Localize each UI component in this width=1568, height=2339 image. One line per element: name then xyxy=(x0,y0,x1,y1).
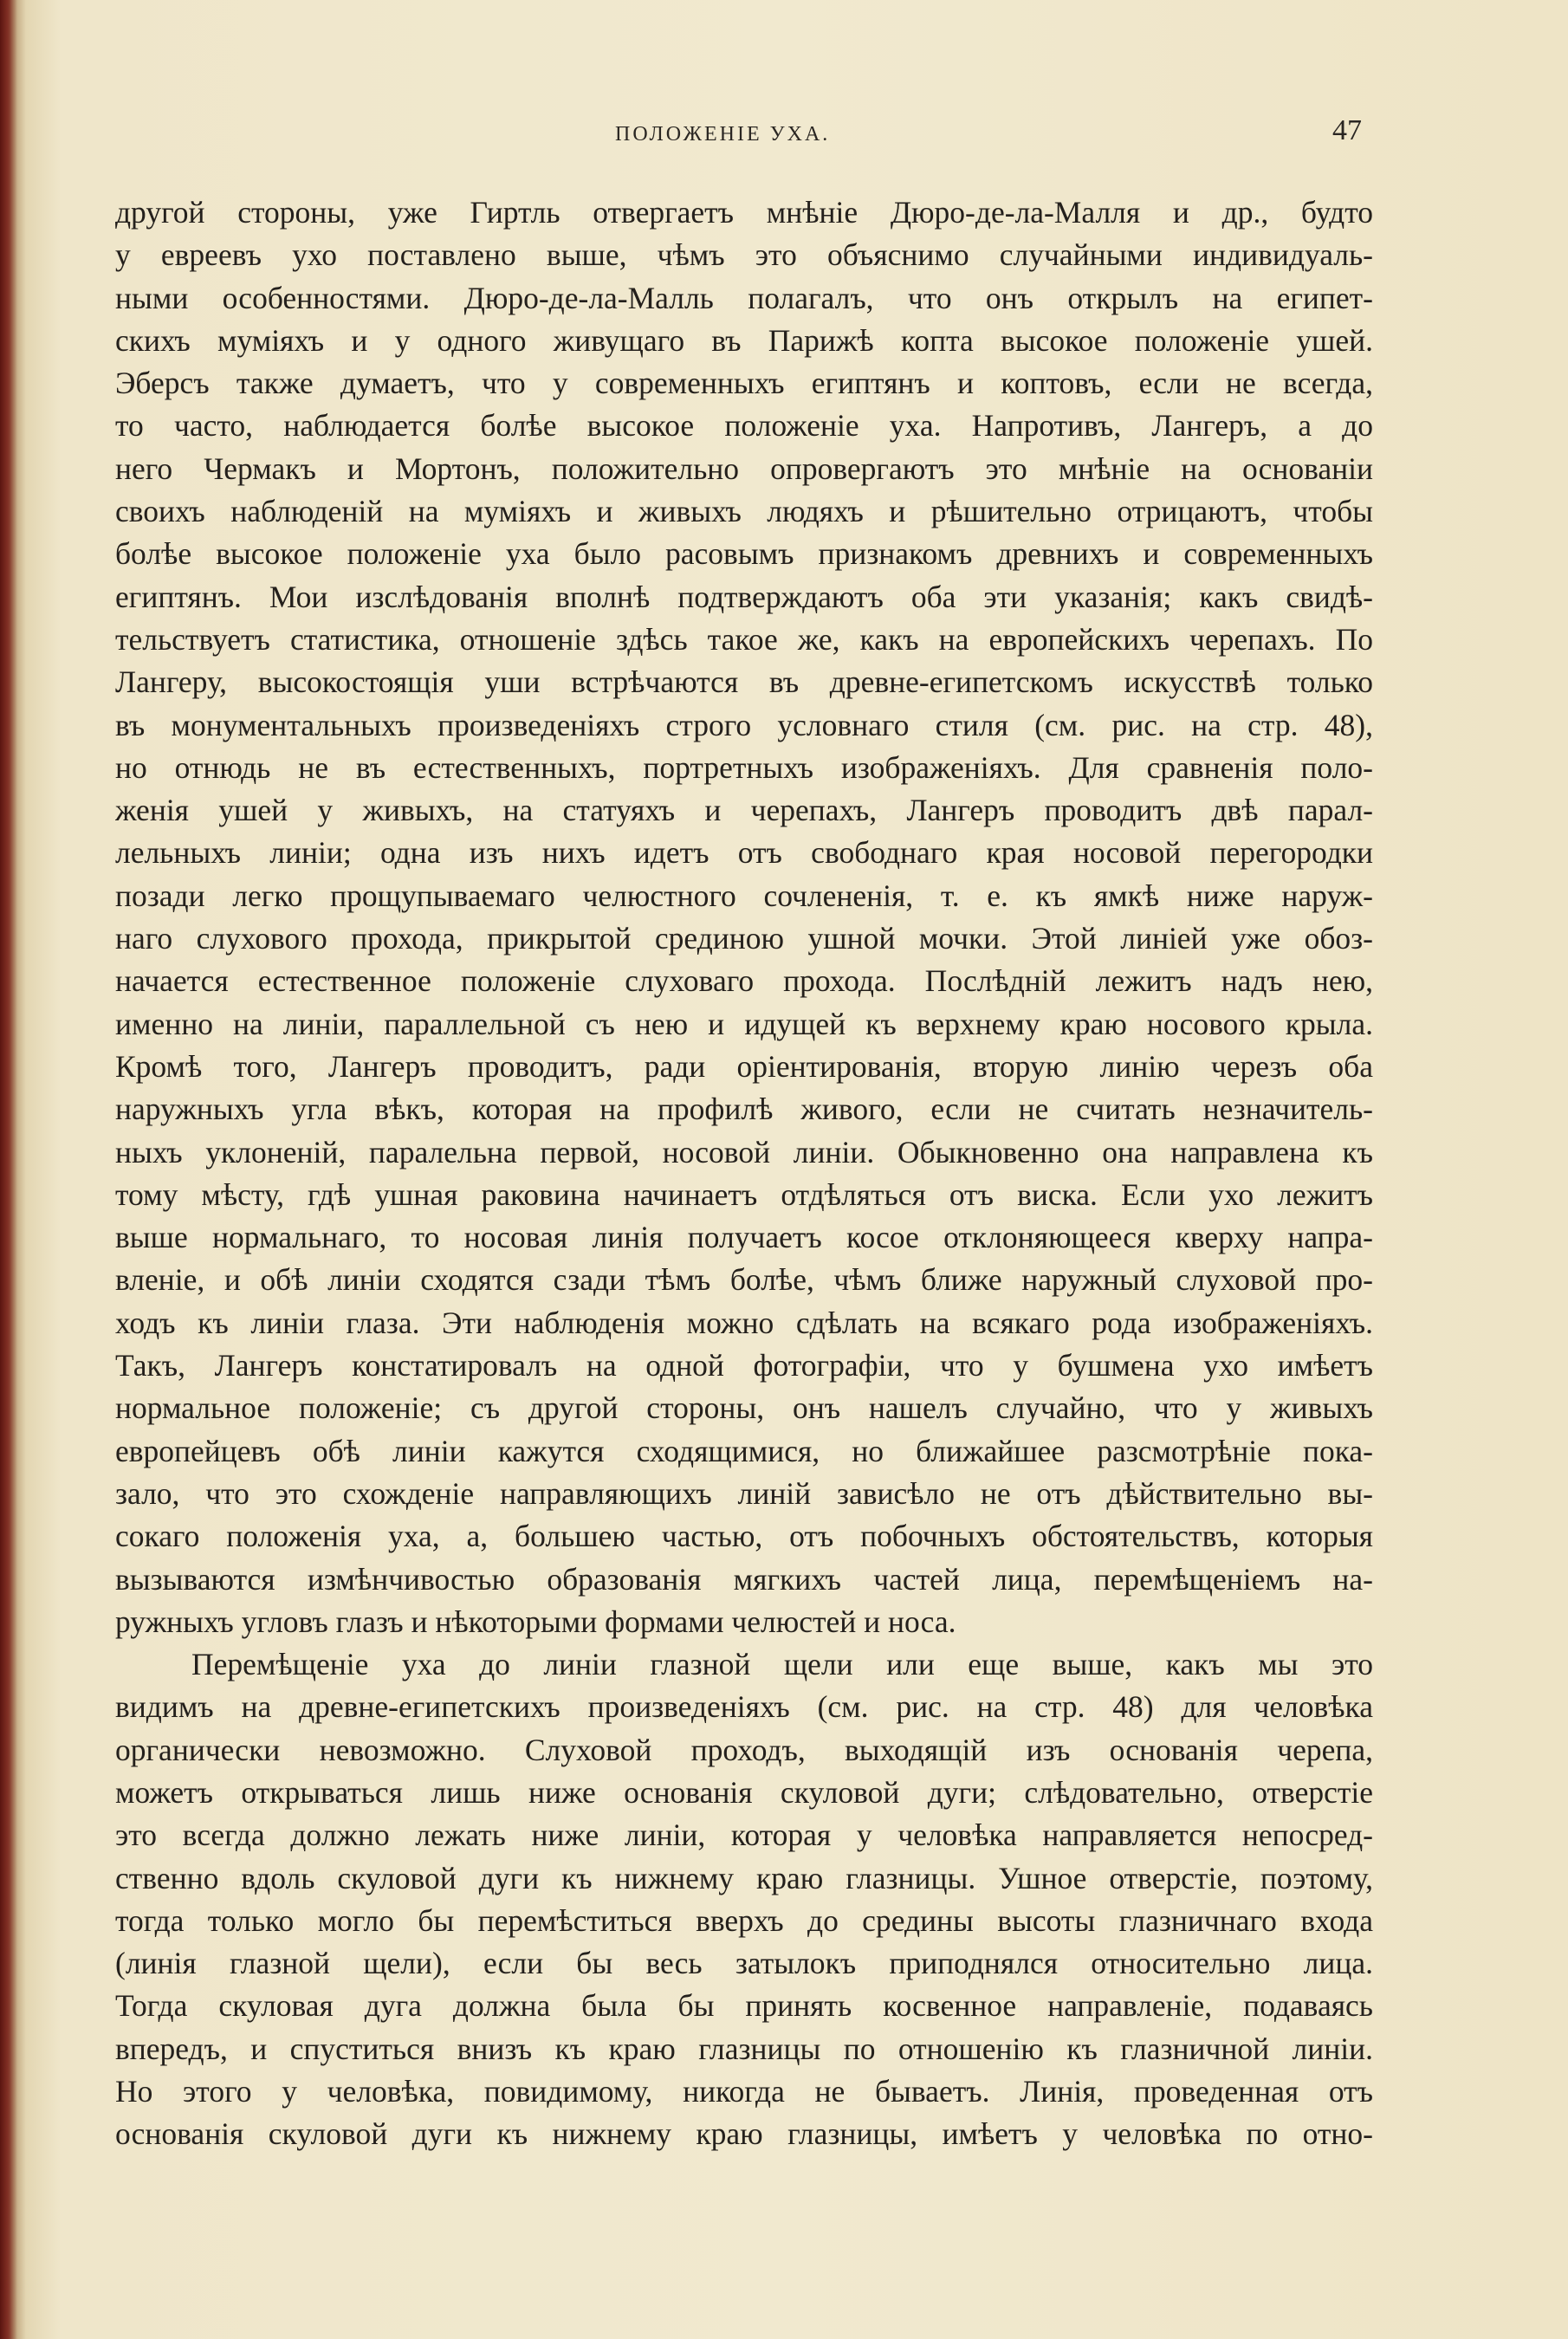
text-line: него Чермакъ и Мортонъ, положительно опровергаютъ это мнѣніе на основаніи xyxy=(115,450,1373,486)
text-line: Но этого у человѣка, повидимому, никогда не бываетъ. Линія, проведенная отъ xyxy=(115,2074,1373,2109)
text-line: основанія скуловой дуги къ нижнему краю глазницы, имѣетъ у человѣка по отно- xyxy=(115,2116,1373,2152)
running-header xyxy=(0,114,1568,149)
text-line: зало, что это схожденіе направляющихъ линій зависѣло не отъ дѣйствительно вы- xyxy=(115,1475,1373,1511)
text-line: Кромѣ того, Лангеръ проводитъ, ради оріентированія, вторую линію черезъ оба xyxy=(115,1048,1373,1084)
text-line: другой стороны, уже Гиртль отвергаетъ мнѣніе Дюро-де-ла-Малля и др., будто xyxy=(115,195,1373,230)
text-line: позади легко прощупываемаго челюстного сочлененія, т. е. къ ямкѣ ниже наруж- xyxy=(115,878,1373,913)
body-text xyxy=(115,191,1373,2156)
text-line: вызываются измѣнчивостью образованія мягкихъ частей лица, перемѣщеніемъ на- xyxy=(115,1561,1373,1597)
text-line: нормальное положеніе; съ другой стороны, онъ нашелъ случайно, что у живыхъ xyxy=(115,1390,1373,1426)
text-line: лельныхъ линіи; одна изъ нихъ идетъ отъ свободнаго края носовой перегородки xyxy=(115,835,1373,871)
text-line: это всегда должно лежать ниже линіи, которая у человѣка направляется непосред- xyxy=(115,1817,1373,1853)
text-line: женія ушей у живыхъ, на статуяхъ и черепахъ, Лангеръ проводитъ двѣ парал- xyxy=(115,793,1373,828)
text-line: но отнюдь не въ естественныхъ, портретныхъ изображеніяхъ. Для сравненія поло- xyxy=(115,749,1373,785)
text-line: органически невозможно. Слуховой проходъ, выходящій изъ основанія черепа, xyxy=(115,1732,1373,1767)
running-title: ПОЛОЖЕНІЕ УХА. xyxy=(615,123,831,146)
text-line: наружныхъ угла вѣкъ, которая на профилѣ живого, если не считать незначитель- xyxy=(115,1092,1373,1127)
paragraph-start-line: Перемѣщеніе уха до линіи глазной щели или еще выше, какъ мы это xyxy=(191,1647,1373,1682)
text-line: ными особенностями. Дюро-де-ла-Малль полагалъ, что онъ открылъ на египет- xyxy=(115,280,1373,315)
text-line: сокаго положенія уха, а, большею частью, отъ побочныхъ обстоятельствъ, которыя xyxy=(115,1519,1373,1554)
text-line: скихъ муміяхъ и у одного живущаго въ Парижѣ копта высокое положеніе ушей. xyxy=(115,322,1373,358)
text-line: наго слухового прохода, прикрытой срединою ушной мочки. Этой линіей уже обоз- xyxy=(115,921,1373,956)
text-line: выше нормальнаго, то носовая линія получаетъ косое отклоняющееся кверху напра- xyxy=(115,1220,1373,1255)
text-line: (линія глазной щели), если бы весь затылокъ приподнялся относительно лица. xyxy=(115,1946,1373,1981)
text-line: тогда только могло бы перемѣститься вверхъ до средины высоты глазничнаго входа xyxy=(115,1902,1373,1938)
text-line: именно на линіи, параллельной съ нею и идущей къ верхнему краю носового крыла. xyxy=(115,1006,1373,1041)
text-line: то часто, наблюдается болѣе высокое положеніе уха. Напротивъ, Лангеръ, а до xyxy=(115,408,1373,444)
text-line: въ монументальныхъ произведеніяхъ строго условнаго стиля (см. рис. на стр. 48), xyxy=(115,707,1373,742)
text-line: ходъ къ линіи глаза. Эти наблюденія можно сдѣлать на всякаго рода изображеніяхъ. xyxy=(115,1305,1373,1340)
text-line: начается естественное положеніе слуховаго прохода. Послѣдній лежитъ надъ нею, xyxy=(115,963,1373,999)
text-line: ственно вдоль скуловой дуги къ нижнему краю глазницы. Ушное отверстіе, поэтому, xyxy=(115,1860,1373,1895)
page-binding-edge xyxy=(0,0,17,2339)
text-line: тельствуетъ статистика, отношеніе здѣсь такое же, какъ на европейскихъ черепахъ. По xyxy=(115,621,1373,657)
text-line: тому мѣсту, гдѣ ушная раковина начинаетъ отдѣляться отъ виска. Если ухо лежитъ xyxy=(115,1176,1373,1212)
text-line: египтянъ. Мои изслѣдованія вполнѣ подтверждаютъ оба эти указанія; какъ свидѣ- xyxy=(115,579,1373,614)
text-line: Такъ, Лангеръ констатировалъ на одной фотографіи, что у бушмена ухо имѣетъ xyxy=(115,1348,1373,1383)
text-line: своихъ наблюденій на муміяхъ и живыхъ людяхъ и рѣшительно отрицаютъ, чтобы xyxy=(115,494,1373,529)
text-line: Лангеру, высокостоящія уши встрѣчаются въ древне-египетскомъ искусствѣ только xyxy=(115,664,1373,700)
text-line: можетъ открываться лишь ниже основанія скуловой дуги; слѣдовательно, отверстіе xyxy=(115,1774,1373,1810)
text-line: ныхъ уклоненій, паралельна первой, носовой линіи. Обыкновенно она направлена къ xyxy=(115,1134,1373,1170)
text-line: Эберсъ также думаетъ, что у современныхъ египтянъ и коптовъ, если не всегда, xyxy=(115,366,1373,401)
text-line: впередъ, и спуститься внизъ къ краю глазницы по отношенію къ глазничной линіи. xyxy=(115,2031,1373,2066)
paragraph-end-line: ружныхъ угловъ глазъ и нѣкоторыми формами челюстей и носа. xyxy=(115,1604,956,1639)
text-line: европейцевъ обѣ линіи кажутся сходящимися, но ближайшее разсмотрѣніе пока- xyxy=(115,1433,1373,1468)
text-line: вленіе, и обѣ линіи сходятся сзади тѣмъ болѣе, чѣмъ ближе наружный слуховой про- xyxy=(115,1262,1373,1298)
text-line: Тогда скуловая дуга должна была бы принять косвенное направленіе, подаваясь xyxy=(115,1988,1373,2024)
page-number: 47 xyxy=(1332,114,1362,146)
text-line: болѣе высокое положеніе уха было расовымъ признакомъ древнихъ и современныхъ xyxy=(115,536,1373,572)
text-line: видимъ на древне-египетскихъ произведеніяхъ (см. рис. на стр. 48) для человѣка xyxy=(115,1689,1373,1725)
text-line: у евреевъ ухо поставлено выше, чѣмъ это объяснимо случайными индивидуаль- xyxy=(115,237,1373,273)
